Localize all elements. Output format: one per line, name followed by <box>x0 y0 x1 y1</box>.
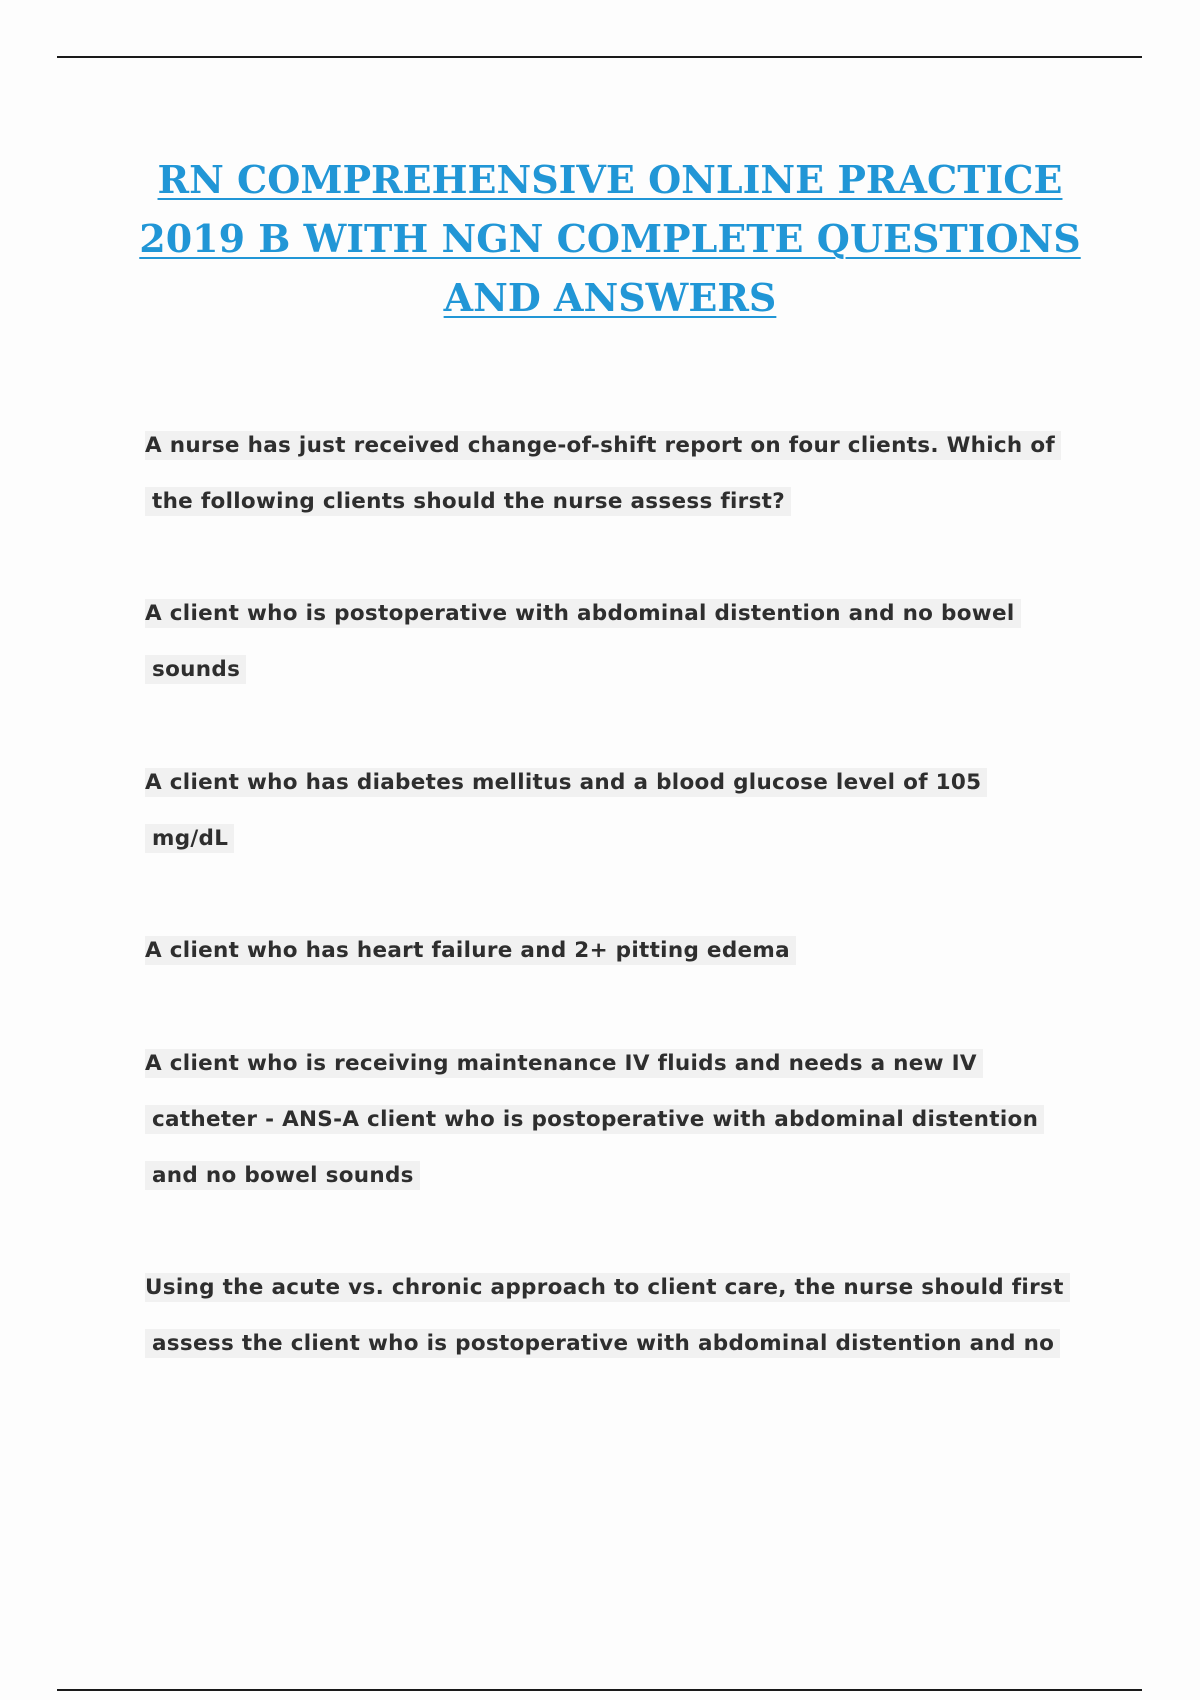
rationale-line-1: Using the acute vs. chronic approach to client care, the nurse should first <box>145 1273 1070 1302</box>
question-stem-line-1: A nurse has just received change-of-shift report on four clients. Which of <box>145 431 1061 460</box>
option-4-line-2: catheter - ANS-A client who is postoperative with abdominal distention <box>145 1105 1044 1134</box>
rationale <box>145 1260 1085 1372</box>
option-2-line-1: A client who has diabetes mellitus and a blood glucose level of 105 <box>145 768 987 797</box>
option-1-line-2: sounds <box>145 655 246 684</box>
option-4-with-answer <box>145 1036 1085 1204</box>
option-2 <box>145 755 1085 867</box>
option-4-line-3: and no bowel sounds <box>145 1161 420 1190</box>
question-stem <box>145 418 1085 530</box>
option-3 <box>145 923 1085 979</box>
top-rule <box>57 56 1142 58</box>
option-2-line-2: mg/dL <box>145 824 234 853</box>
question-stem-line-2: the following clients should the nurse assess first? <box>145 487 791 516</box>
document-title: RN COMPREHENSIVE ONLINE PRACTICE 2019 B WITH NGN COMPLETE QUESTIONS AND ANSWERS <box>139 157 1081 320</box>
option-3-line-1: A client who has heart failure and 2+ pitting edema <box>145 936 796 965</box>
bottom-rule <box>57 1689 1142 1691</box>
option-4-line-1: A client who is receiving maintenance IV fluids and needs a new IV <box>145 1049 983 1078</box>
rationale-line-2: assess the client who is postoperative with abdominal distention and no <box>145 1329 1060 1358</box>
option-1 <box>145 586 1085 698</box>
option-1-line-1: A client who is postoperative with abdominal distention and no bowel <box>145 599 1021 628</box>
